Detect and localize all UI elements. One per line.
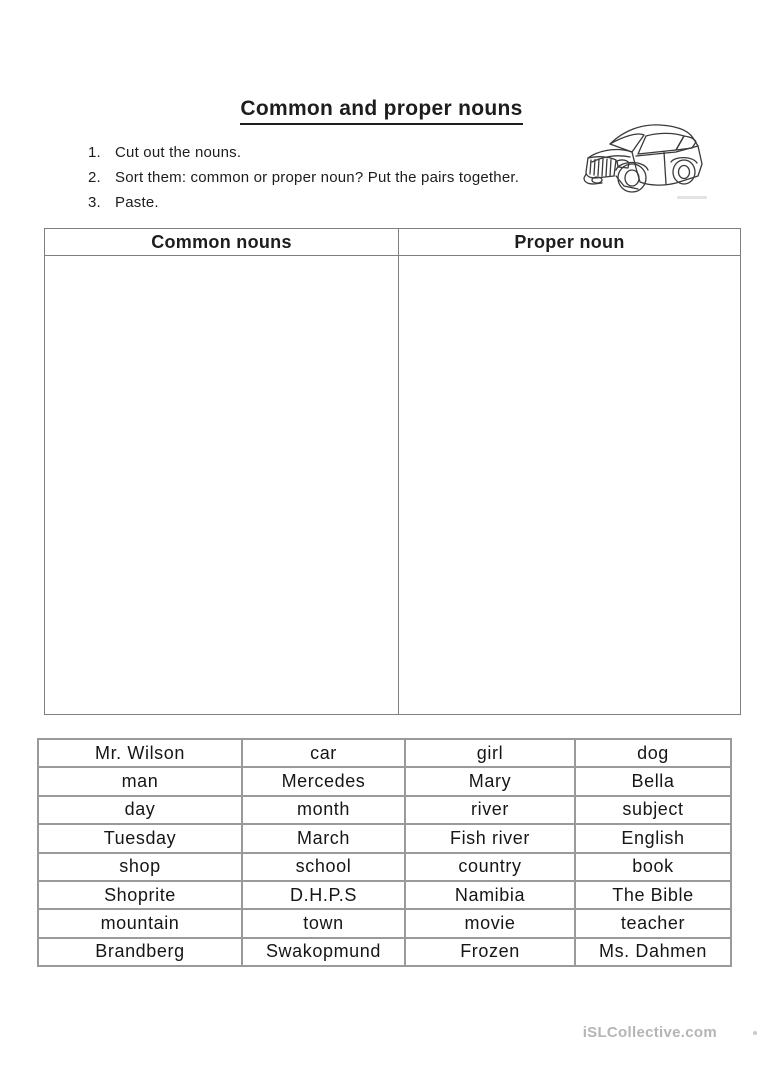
- car-credit-mark: [677, 196, 707, 199]
- word-cell: girl: [405, 739, 575, 767]
- word-row: [38, 853, 731, 881]
- word-bank-body: [38, 739, 731, 966]
- instruction-text: Sort them: common or proper noun? Put the pairs together.: [115, 169, 520, 186]
- word-cell: school: [242, 853, 405, 881]
- word-row: [38, 881, 731, 909]
- word-cell: man: [38, 767, 242, 795]
- word-cell: shop: [38, 853, 242, 881]
- word-cell: The Bible: [575, 881, 731, 909]
- proper-noun-header: Proper noun: [399, 229, 740, 256]
- word-row: [38, 909, 731, 937]
- word-cell: book: [575, 853, 731, 881]
- word-cell: D.H.P.S: [242, 881, 405, 909]
- word-cell: country: [405, 853, 575, 881]
- instruction-number: 2.: [88, 169, 101, 186]
- word-bank-table: [37, 738, 732, 967]
- word-cell: mountain: [38, 909, 242, 937]
- instruction-number: 3.: [88, 194, 101, 211]
- instruction-item: [88, 140, 519, 165]
- word-cell: Mercedes: [242, 767, 405, 795]
- word-cell: river: [405, 796, 575, 824]
- word-cell: English: [575, 824, 731, 852]
- common-nouns-paste-area: [45, 256, 399, 714]
- word-cell: Swakopmund: [242, 938, 405, 966]
- page-dot: [753, 1031, 757, 1035]
- word-cell: town: [242, 909, 405, 937]
- word-cell: Namibia: [405, 881, 575, 909]
- word-cell: teacher: [575, 909, 731, 937]
- word-cell: day: [38, 796, 242, 824]
- word-row: [38, 796, 731, 824]
- word-cell: March: [242, 824, 405, 852]
- word-cell: Ms. Dahmen: [575, 938, 731, 966]
- word-cell: Frozen: [405, 938, 575, 966]
- instruction-text: Paste.: [115, 194, 159, 211]
- word-cell: car: [242, 739, 405, 767]
- page-title: Common and proper nouns: [240, 97, 522, 125]
- word-cell: Shoprite: [38, 881, 242, 909]
- word-cell: movie: [405, 909, 575, 937]
- watermark: iSLCollective.com: [582, 1024, 717, 1041]
- car-illustration-icon: [580, 116, 714, 198]
- word-cell: dog: [575, 739, 731, 767]
- word-row: [38, 739, 731, 767]
- common-nouns-header: Common nouns: [45, 229, 399, 256]
- word-row: [38, 938, 731, 966]
- word-cell: Mary: [405, 767, 575, 795]
- instruction-item: [88, 165, 519, 190]
- word-cell: Tuesday: [38, 824, 242, 852]
- word-cell: subject: [575, 796, 731, 824]
- instruction-number: 1.: [88, 144, 101, 161]
- instruction-item: [88, 190, 519, 215]
- word-cell: Bella: [575, 767, 731, 795]
- word-row: [38, 824, 731, 852]
- word-cell: Mr. Wilson: [38, 739, 242, 767]
- word-cell: Brandberg: [38, 938, 242, 966]
- sorting-table: [44, 228, 741, 715]
- proper-noun-paste-area: [399, 256, 740, 714]
- word-cell: month: [242, 796, 405, 824]
- word-row: [38, 767, 731, 795]
- instructions-list: [88, 140, 519, 215]
- word-cell: Fish river: [405, 824, 575, 852]
- instruction-text: Cut out the nouns.: [115, 144, 242, 161]
